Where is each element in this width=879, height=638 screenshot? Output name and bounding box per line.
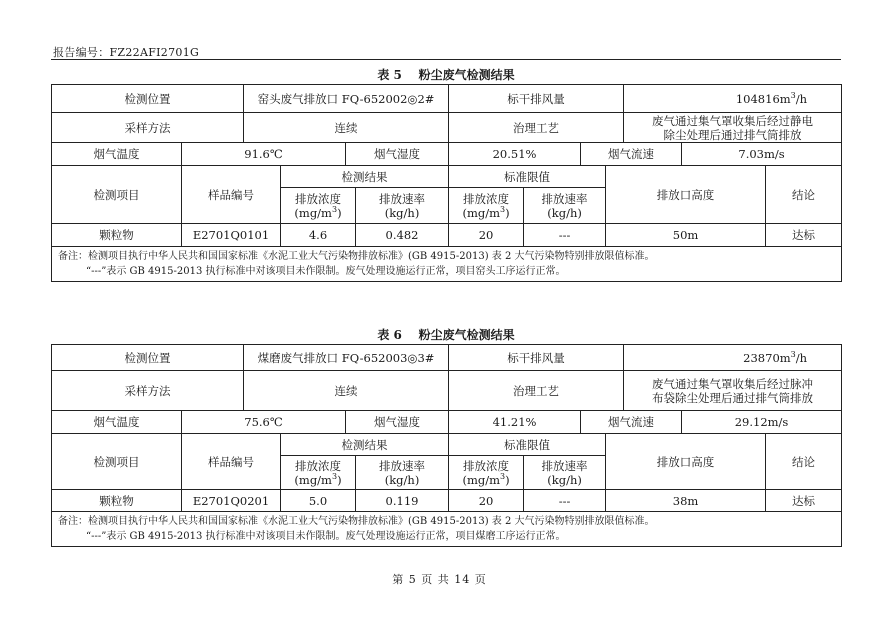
- conc-header: 排放浓度 $(mg/m^3)$: [281, 456, 356, 490]
- sampling-label: 采样方法: [52, 113, 244, 143]
- page-footer: 第 5 页 共 14 页: [392, 573, 487, 586]
- process-label: 治理工艺: [449, 371, 624, 411]
- temp-value: 91.6℃: [182, 143, 346, 166]
- sampling-label: 采样方法: [52, 371, 244, 411]
- limit-label: 标准限值: [449, 166, 606, 188]
- row-conclusion: 达标: [766, 490, 842, 512]
- table5-note: 备注：检测项目执行中华人民共和国国家标准《水泥工业大气污染物排放标准》(GB 4915-2013) 表 2 大气污染物特别排放限值标准。 “---”表示 GB 4915-2013 执行标准中对该项目未作限制。废气处理设施运行正常，项目窑头工序运行正常。: [52, 247, 842, 282]
- rate-header: 排放速率 (kg/h): [356, 188, 449, 224]
- row-limit-rate: ---: [524, 224, 606, 247]
- humidity-value: 41.21%: [449, 411, 581, 434]
- height-label: 排放口高度: [606, 434, 766, 490]
- item-label: 检测项目: [52, 166, 182, 224]
- flow-label: 烟气流速: [581, 143, 682, 166]
- row-height: 50m: [606, 224, 766, 247]
- process-value: 废气通过集气罩收集后经过静电 除尘处理后通过排气筒排放: [624, 113, 842, 143]
- table5: [51, 84, 842, 282]
- table5-caption: 表 5 粉尘废气检测结果: [377, 68, 515, 82]
- limit-conc-header: 排放浓度 $(mg/m^3)$: [449, 188, 524, 224]
- flow-value: 29.12m/s: [682, 411, 842, 434]
- limit-rate-header: 排放速率 (kg/h): [524, 456, 606, 490]
- table6-caption: 表 6 粉尘废气检测结果: [377, 328, 515, 342]
- table-row: [52, 490, 842, 512]
- humidity-label: 烟气湿度: [346, 143, 449, 166]
- row-conc: 5.0: [281, 490, 356, 512]
- temp-label: 烟气温度: [52, 143, 182, 166]
- row-item: 颗粒物: [52, 490, 182, 512]
- limit-rate-header: 排放速率 (kg/h): [524, 188, 606, 224]
- flow-value: 7.03m/s: [682, 143, 842, 166]
- flow-label: 烟气流速: [581, 411, 682, 434]
- location-label: 检测位置: [52, 85, 244, 113]
- conclusion-label: 结论: [766, 166, 842, 224]
- airflow-value: $104816m^3/h$: [624, 85, 842, 113]
- result-label: 检测结果: [281, 166, 449, 188]
- row-height: 38m: [606, 490, 766, 512]
- location-value: 窑头废气排放口 FQ-652002◎2#: [244, 85, 449, 113]
- temp-value: 75.6℃: [182, 411, 346, 434]
- table-row: [52, 224, 842, 247]
- item-label: 检测项目: [52, 434, 182, 490]
- height-label: 排放口高度: [606, 166, 766, 224]
- conclusion-label: 结论: [766, 434, 842, 490]
- row-item: 颗粒物: [52, 224, 182, 247]
- sampling-value: 连续: [244, 113, 449, 143]
- airflow-label: 标干排风量: [449, 85, 624, 113]
- process-label: 治理工艺: [449, 113, 624, 143]
- table6: [51, 344, 842, 547]
- row-conc: 4.6: [281, 224, 356, 247]
- limit-label: 标准限值: [449, 434, 606, 456]
- row-sample: E2701Q0201: [182, 490, 281, 512]
- row-rate: 0.119: [356, 490, 449, 512]
- report-number: 报告编号：FZ22AFI2701G: [53, 46, 200, 59]
- header-rule: [51, 59, 841, 60]
- humidity-value: 20.51%: [449, 143, 581, 166]
- temp-label: 烟气温度: [52, 411, 182, 434]
- sample-label: 样品编号: [182, 434, 281, 490]
- row-limit-conc: 20: [449, 224, 524, 247]
- row-conclusion: 达标: [766, 224, 842, 247]
- row-limit-conc: 20: [449, 490, 524, 512]
- process-value: 废气通过集气罩收集后经过脉冲 布袋除尘处理后通过排气筒排放: [624, 371, 842, 411]
- limit-conc-header: 排放浓度 $(mg/m^3)$: [449, 456, 524, 490]
- table6-note: 备注：检测项目执行中华人民共和国国家标准《水泥工业大气污染物排放标准》(GB 4915-2013) 表 2 大气污染物特别排放限值标准。 “---”表示 GB 4915-2013 执行标准中对该项目未作限制。废气处理设施运行正常，项目煤磨工序运行正常。: [52, 512, 842, 547]
- humidity-label: 烟气湿度: [346, 411, 449, 434]
- row-rate: 0.482: [356, 224, 449, 247]
- airflow-label: 标干排风量: [449, 345, 624, 371]
- result-label: 检测结果: [281, 434, 449, 456]
- row-sample: E2701Q0101: [182, 224, 281, 247]
- sampling-value: 连续: [244, 371, 449, 411]
- conc-header: 排放浓度 $(mg/m^3)$: [281, 188, 356, 224]
- sample-label: 样品编号: [182, 166, 281, 224]
- rate-header: 排放速率 (kg/h): [356, 456, 449, 490]
- location-value: 煤磨废气排放口 FQ-652003◎3#: [244, 345, 449, 371]
- airflow-value: $23870m^3/h$: [624, 345, 842, 371]
- location-label: 检测位置: [52, 345, 244, 371]
- row-limit-rate: ---: [524, 490, 606, 512]
